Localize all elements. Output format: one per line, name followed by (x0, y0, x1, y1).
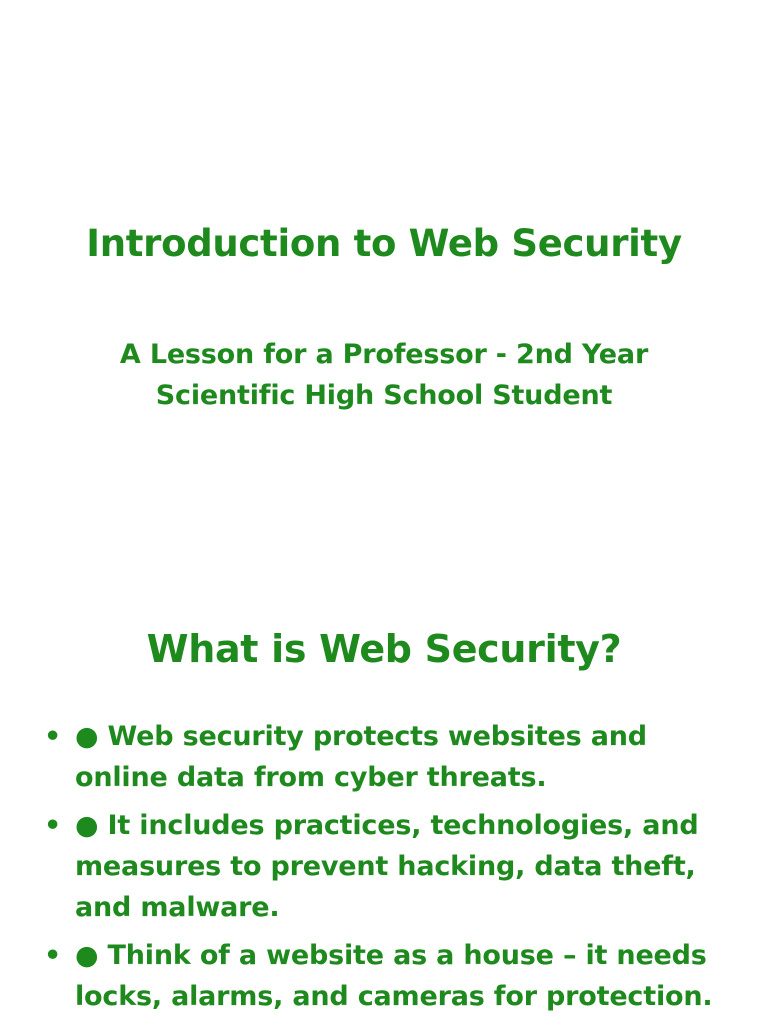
bullet-text: ● It includes practices, technologies, and measures to prevent hacking, data theft, and malware. (75, 810, 699, 923)
bullet-text: ● Web security protects websites and online data from cyber threats. (75, 721, 647, 793)
presentation-subtitle (60, 334, 708, 416)
subtitle-line: A Lesson for a Professor - 2nd Year (119, 339, 649, 370)
subtitle-line: Scientific High School Student (155, 380, 613, 411)
bullet-marker-icon: • (44, 940, 62, 971)
bullet-list (0, 716, 740, 1024)
bullet-text: ● Think of a website as a house – it needs locks, alarms, and cameras for protection. (75, 940, 713, 1012)
bullet-item (0, 716, 740, 798)
bullet-item (0, 935, 740, 1017)
content-slide (0, 576, 768, 1024)
bullet-marker-icon: • (44, 721, 62, 752)
presentation-title: Introduction to Web Security (86, 222, 682, 265)
bullet-marker-icon: • (44, 810, 62, 841)
bullet-item (0, 805, 740, 928)
slide-heading: What is Web Security? (146, 627, 622, 671)
